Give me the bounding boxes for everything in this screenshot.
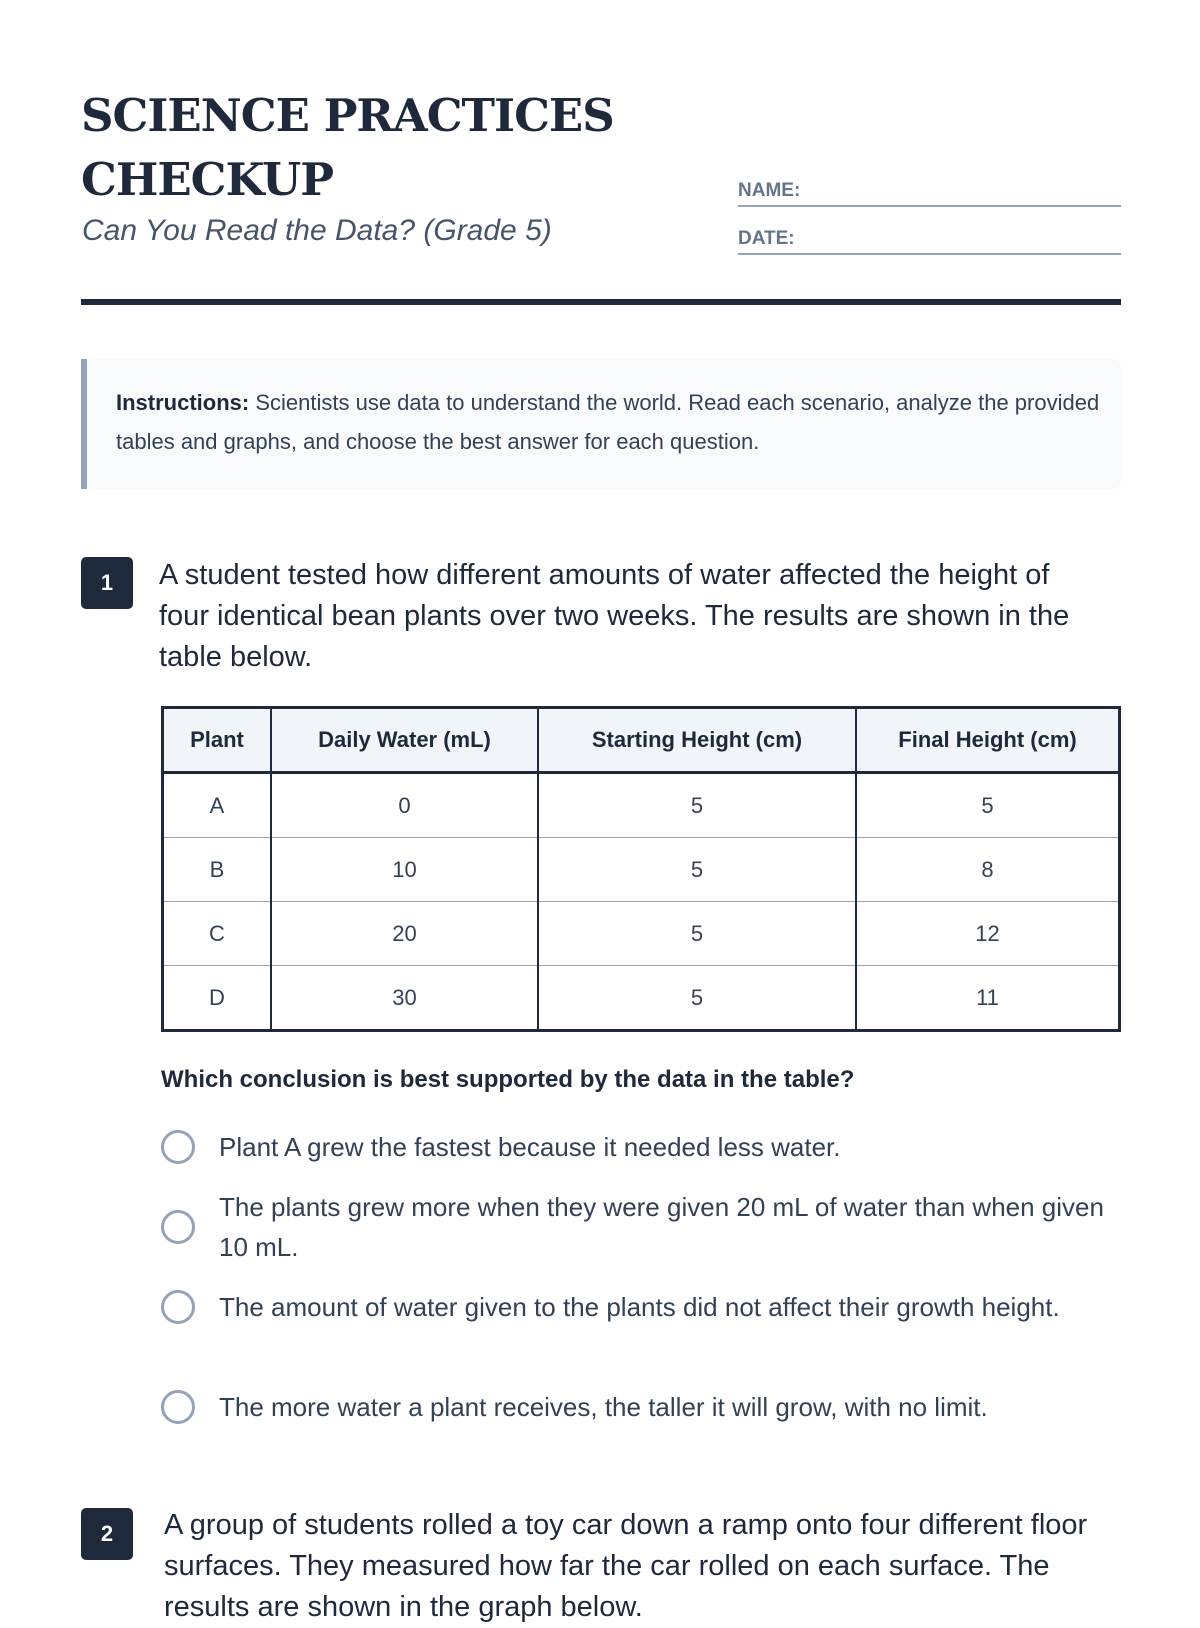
table-cell: 5	[538, 902, 856, 966]
answer-option-d[interactable]	[161, 1387, 1121, 1427]
option-text: Plant A grew the fastest because it needed less water.	[219, 1132, 841, 1162]
table-cell: 5	[538, 838, 856, 902]
table-header-row	[163, 708, 1120, 773]
table-cell: C	[163, 902, 272, 966]
page-title: SCIENCE PRACTICES CHECKUP	[81, 89, 614, 206]
table-row	[163, 902, 1120, 966]
option-text: The amount of water given to the plants did not affect their growth height.	[219, 1292, 1060, 1322]
name-label: NAME:	[738, 180, 801, 201]
instructions-box	[81, 359, 1121, 489]
table-cell: D	[163, 966, 272, 1031]
instructions-label: Instructions:	[116, 390, 250, 415]
question-text: A group of students rolled a toy car down a ramp onto four different floor surfaces. They measured how far the car rolled on each surface. The results are shown in the graph below.	[164, 1509, 1088, 1623]
question-number-badge: 1	[81, 557, 133, 609]
page-subtitle: Can You Read the Data? (Grade 5)	[82, 214, 552, 247]
table-cell: 11	[856, 966, 1120, 1031]
option-text: The more water a plant receives, the taller it will grow, with no limit.	[219, 1392, 988, 1422]
table-cell: 8	[856, 838, 1120, 902]
date-field[interactable]	[738, 228, 1121, 255]
table-cell: A	[163, 773, 272, 838]
question-text: A student tested how different amounts of water affected the height of four identical bean plants over two weeks. The results are shown in the table below.	[159, 559, 1070, 673]
option-text: The plants grew more when they were given 20 mL of water than when given 10 mL.	[219, 1192, 1104, 1262]
name-field[interactable]	[738, 180, 1121, 207]
radio-button[interactable]	[161, 1130, 195, 1164]
plant-data-table	[161, 706, 1121, 1032]
table-header: Starting Height (cm)	[538, 708, 856, 773]
table-cell: 10	[271, 838, 538, 902]
question-prompt: Which conclusion is best supported by the data in the table?	[161, 1066, 855, 1093]
table-cell: 5	[856, 773, 1120, 838]
date-label: DATE:	[738, 228, 795, 249]
table-cell: 5	[538, 773, 856, 838]
table-cell: 20	[271, 902, 538, 966]
header-divider	[81, 299, 1121, 305]
table-header: Daily Water (mL)	[271, 708, 538, 773]
radio-button[interactable]	[161, 1290, 195, 1324]
instructions-text: Scientists use data to understand the world. Read each scenario, analyze the provided tables and graphs, and choose the best answer for each question.	[116, 390, 1100, 454]
table-cell: 12	[856, 902, 1120, 966]
answer-option-b[interactable]	[161, 1187, 1121, 1267]
table-cell: 30	[271, 966, 538, 1031]
answer-option-c[interactable]	[161, 1287, 1121, 1327]
radio-button[interactable]	[161, 1210, 195, 1244]
table-header: Final Height (cm)	[856, 708, 1120, 773]
table-header: Plant	[163, 708, 272, 773]
table-cell: B	[163, 838, 272, 902]
table-row	[163, 966, 1120, 1031]
answer-option-a[interactable]	[161, 1127, 1121, 1167]
radio-button[interactable]	[161, 1390, 195, 1424]
question-number-badge: 2	[81, 1508, 133, 1560]
table-cell: 5	[538, 966, 856, 1031]
table-row	[163, 773, 1120, 838]
table-cell: 0	[271, 773, 538, 838]
table-row	[163, 838, 1120, 902]
